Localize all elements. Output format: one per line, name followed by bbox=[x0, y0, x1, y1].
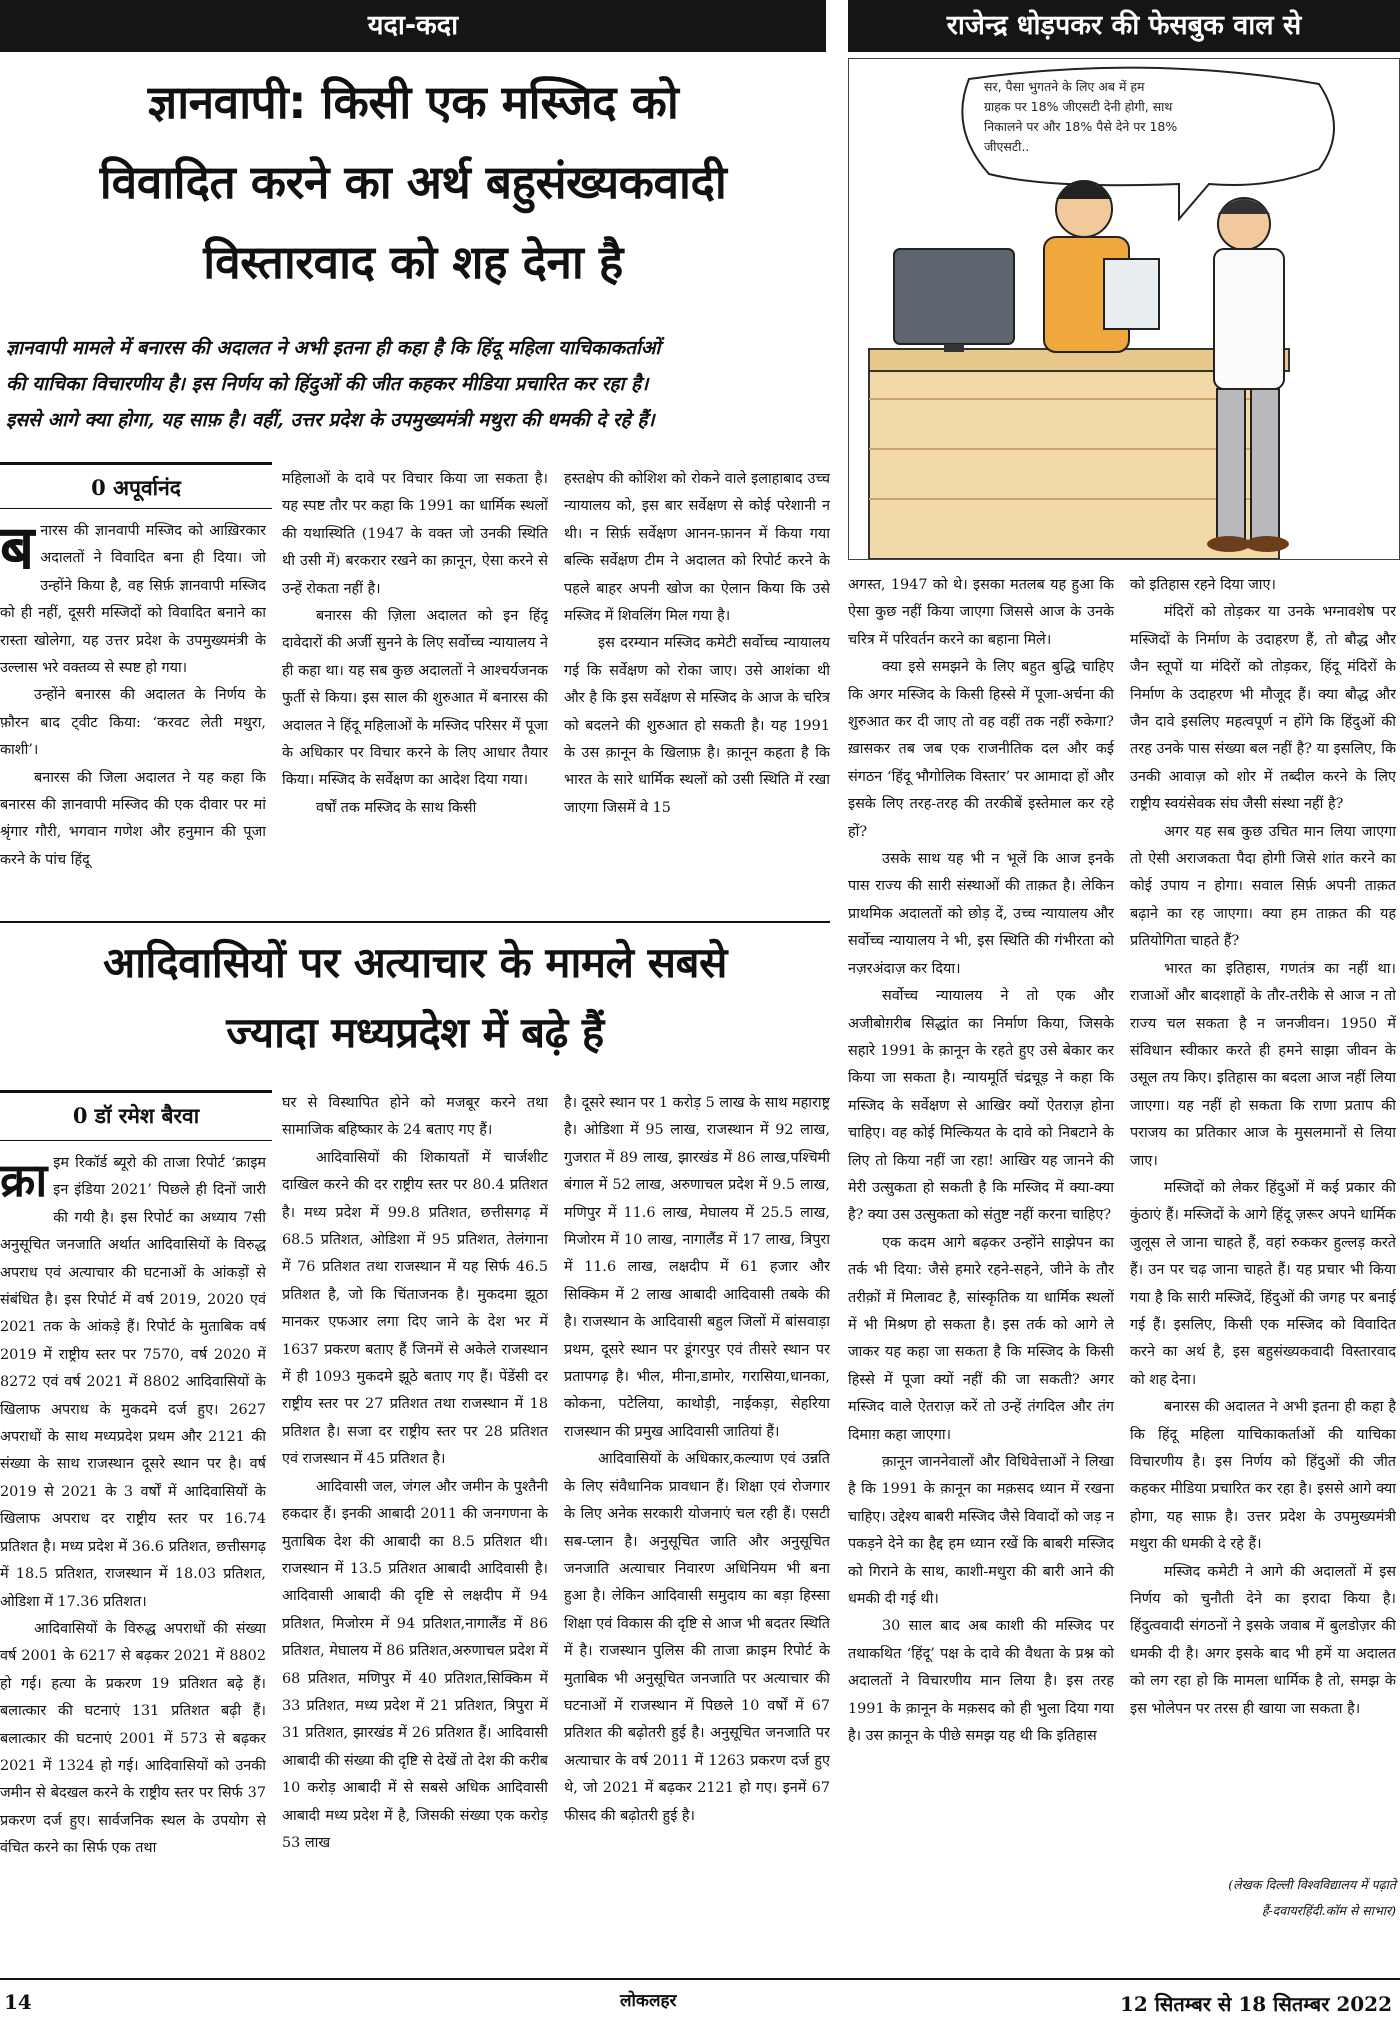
dropcap: क्रा bbox=[0, 1153, 48, 1207]
publication-name: लोकलहर bbox=[620, 1991, 677, 2011]
issue-date-range: 12 सितम्बर से 18 सितम्बर 2022 bbox=[1119, 1992, 1392, 2016]
paragraph: क़ानून जाननेवालों और विधिवेत्ताओं ने लिखा है कि 1991 के क़ानून का मक़सद ध्यान में रखना चाहिए। उद्देश्य बाबरी मस्जिद जैसे विवादों को जड़ न पकड़ने देने का हैद्द हम ध्यान रखें कि बाबरी मस्जिद को गिराने के साथ, काशी-मथुरा की बारी आने की धमकी दी गई थी। bbox=[848, 1454, 1114, 1608]
author-rule-bottom bbox=[0, 1140, 272, 1141]
paragraph: सर्वोच्च न्यायालय ने तो एक और अजीबोग़रीब सिद्धांत का निर्माण किया, जिसके सहारे 1991 के क़ानून के रहते हुए उसे बेकार कर किया जा सकता है। न्यायमूर्ति चंद्रचूड़ ने कहा कि मस्जिद के सर्वेक्षण से आखिर क्यों ऐतराज़ होना चाहिए। वह कोई मिल्कियत के दावे को निबटाने के लिए तो किया नहीं जा रहा! आखिर यह जानने की मेरी उत्सुकता हो सकती है कि मस्जिद में क्या-क्या है? क्या उस उत्सुकता को संतुष्ट नहीं करना चाहिए? bbox=[848, 988, 1114, 1224]
paragraph: उसके साथ यह भी न भूलें कि आज इनके पास राज्य की सारी संस्थाओं की ताक़त है। लेकिन प्राथमिक अदालतों को छोड़ दें, उच्च न्यायालय और सर्वोच्च न्यायालय ने भी, इस स्थिति की गंभीरता को नज़रअंदाज़ कर दिया। bbox=[848, 851, 1114, 977]
paragraph: घर से विस्थापित होने को मजबूर करने तथा सामाजिक बहिष्कार के 24 बताए गए हैं। bbox=[282, 1095, 548, 1139]
paragraph: हस्तक्षेप की कोशिश को रोकने वाले इलाहाबाद उच्च न्यायालय को, इस बार सर्वेक्षण से कोई परेशानी न थी। न सिर्फ़ सर्वेक्षण आनन-फ़ानन में किया गया बल्कि सर्वेक्षण टीम ने अदालत को रिपोर्ट करने के पहले बाहर अपनी खोज का ऐलान किया कि उसे मस्जिद में शिवलिंग मिल गया है। bbox=[564, 471, 830, 625]
headline-line: ज्ञानवापी: किसी एक मस्जिद को bbox=[147, 75, 679, 129]
deck-line: की याचिका विचारणीय है। इस निर्णय को हिंदुओं की जीत कहकर मीडिया प्रचारित कर रहा है। bbox=[6, 373, 649, 395]
article1-credit bbox=[1130, 1872, 1396, 1924]
cartoon-panel bbox=[848, 58, 1400, 560]
article1-column-5 bbox=[1130, 572, 1396, 1872]
speech-line: निकालने पर और 18% पैसे देने पर 18% bbox=[984, 119, 1178, 134]
author-rule-bottom bbox=[0, 508, 272, 509]
article2-column-2 bbox=[282, 1090, 548, 1950]
paragraph: मस्जिद कमेटी ने आगे की अदालतों में इस निर्णय को चुनौती देने का इरादा किया है। हिंदुत्ववादी संगठनों ने इसके जवाब में बुलडोज़र की धमकी दी है। अगर इसके बाद भी हमें या अदालत को लग रहा हो कि मामला धार्मिक है तो, समझ के इस भोलेपन पर तरस ही खाया जा सकता है। bbox=[1130, 1563, 1396, 1717]
paragraph: को इतिहास रहने दिया जाए। bbox=[1130, 577, 1276, 593]
paragraph: इस दरम्यान मस्जिद कमेटी सर्वोच्च न्यायालय गई कि सर्वेक्षण को रोका जाए। उसे आशंका थी और है कि इस सर्वेक्षण से मस्जिद के आज के चरित्र को बदलने की शुरुआत हो सकती है। यह 1991 के उस क़ानून के खिलाफ़ है। क़ानून कहता है कि भारत के सारे धार्मिक स्थलों को उसी स्थिति में रखा जाएगा जिसमें वे 15 bbox=[564, 635, 830, 816]
article1-column-3 bbox=[564, 466, 830, 916]
headline-line: आदिवासियों पर अत्याचार के मामले सबसे bbox=[103, 938, 727, 987]
paragraph: अगर यह सब कुछ उचित मान लिया जाएगा तो ऐसी अराजकता पैदा होगी जिसे शांत करने का कोई उपाय न होगा। सवाल सिर्फ़ अपनी ताक़त बढ़ाने का रह जाएगा। क्या हम ताक़त की यह प्रतियोगिता चाहते हैं? bbox=[1130, 823, 1396, 950]
paragraph: नारस की ज्ञानवापी मस्जिद को आख़िरकार अदालतों ने विवादित बना ही दिया। जो उन्होंने किया है, वह सिर्फ़ ज्ञानवापी मस्जिद को ही नहीं, दूसरी मस्जिदों को विवादित बनाने का रास्ता खोलेगा, यह उत्तर प्रदेश के उपमुख्यमंत्री के उल्लास भरे वक्तव्य से स्पष्ट हो गया। bbox=[0, 523, 266, 677]
credit-line: (लेखक दिल्ली विश्वविद्यालय में पढ़ाते bbox=[1228, 1877, 1396, 1892]
paragraph: उन्होंने बनारस की अदालत के निर्णय के फ़ौरन बाद ट्वीट किया: ‘करवट लेती मथुरा, काशी’। bbox=[0, 687, 266, 759]
article2-headline bbox=[0, 928, 830, 1068]
deck-line: ज्ञानवापी मामले में बनारस की अदालत ने अभी इतना ही कहा है कि हिंदू महिला याचिकाकर्ताओं bbox=[6, 337, 661, 359]
paragraph: मस्जिदों को लेकर हिंदुओं में कई प्रकार की कुंठाएं हैं। मस्जिदों के आगे हिंदू ज़रूर अपने धार्मिक जुलूस ले जाना चाहते हैं, वहां रुककर हुल्लड़ करते हैं। उन पर चढ़ जाना चाहते हैं। यह प्रचार भी किया गया है कि सारी मस्जिदें, हिंदुओं की जगह पर बनाई गई हैं। इसलिए, किसी एक मस्जिद को विवादित करने का अर्थ है, इस बहुसंख्यकवादी विस्तारवाद को शह देना। bbox=[1130, 1179, 1396, 1388]
article-divider bbox=[0, 921, 830, 923]
speech-line: ग्राहक पर 18% जीएसटी देनी होगी, साथ bbox=[984, 99, 1173, 114]
paragraph: इम रिकॉर्ड ब्यूरो की ताजा रिपोर्ट ‘क्राइम इन इंडिया 2021’ पिछले ही दिनों जारी की गयी है। इस रिपोर्ट का अध्याय 7सी अनुसूचित जनजाति अर्थात आदिवासियों के विरुद्ध अपराध एवं अत्याचार की घटनाओं के आंकड़ों से संबंधित है। इस रिपोर्ट में वर्ष 2019, 2020 एवं 2021 तक के आंकड़े हैं। रिपोर्ट के मुताबिक वर्ष 2019 में राष्ट्रीय स्तर पर 7570, वर्ष 2020 में 8272 एवं वर्ष 2021 में 8802 आदिवासियों के खिलाफ अपराध के मुकदमे दर्ज हुए। 2627 अपराधों के साथ मध्यप्रदेश प्रथम और 2121 की संख्या के साथ राजस्थान दूसरे स्थान पर है। वर्ष 2019 से 2021 के 3 वर्षों में आदिवासियों के खिलाफ अपराध दर राष्ट्रीय स्तर पर 16.74 प्रतिशत है। मध्य प्रदेश में 36.6 प्रतिशत, छत्तीसगढ़ में 18.5 प्रतिशत, राजस्थान में 18.03 प्रतिशत, ओडिशा में 17.36 प्रतिशत। bbox=[0, 1155, 266, 1610]
speech-line: सर, पैसा भुगतने के लिए अब में हम bbox=[984, 79, 1145, 94]
paragraph: 30 साल बाद अब काशी की मस्जिद पर तथाकथित ‘हिंदू’ पक्ष के दावे की वैधता के प्रश्न को अदालतों ने विचारणीय मान लिया है। इस तरह 1991 के क़ानून के मक़सद को ही भुला दिया गया है। उस क़ानून के पीछे समझ यह थी कि इतिहास bbox=[848, 1618, 1114, 1745]
article2-column-3 bbox=[564, 1090, 830, 1950]
paragraph: क्या इसे समझने के लिए बहुत बुद्धि चाहिए कि अगर मस्जिद के किसी हिस्से में पूजा-अर्चना की शुरुआत कर दी जाए तो वह वहीं तक नहीं रुकेगा? ख़ासकर तब जब एक राजनीतिक दल और कई संगठन ‘हिंदू भौगोलिक विस्तार’ पर आमादा हों और इसके लिए तरह-तरह की तरकीबें इस्तेमाल कर रहे हों? bbox=[848, 659, 1114, 840]
paragraph: एक कदम आगे बढ़कर उन्होंने साझेपन का तर्क भी दिया: जैसे हमारे रहने-सहने, जीने के तौर तरीक़ों में मिलावट है, सांस्कृतिक या धार्मिक स्थलों में भी मिश्रण हो सकता है। इस तर्क को आगे ले जाकर यह कहा जा सकता है कि मस्जिद के किसी हिस्से में पूजा क्यों नहीं की जा सकती? अगर मस्जिद वाले ऐतराज़ करें तो उन्हें तंगदिल और तंग दिमाग़ कहा जाएगा। bbox=[848, 1234, 1114, 1443]
article2-author: 0 डॉ रमेश बैरवा bbox=[72, 1103, 200, 1128]
paragraph: भारत का इतिहास, गणतंत्र का नहीं था। राजाओं और बादशाहों के तौर-तरीके से आज न तो राज्य चल सकता है न जनजीवन। 1950 में संविधान स्वीकार करते ही हमने साझा जीवन के उसूल तय किए। इतिहास का बदला आज नहीं लिया जाएगा। यह नहीं हो सकता कि राणा प्रताप की पराजय का प्रतिकार आज के मुसलमानों से लिया जाए। bbox=[1130, 960, 1396, 1169]
speech-line: जीएसटी.. bbox=[984, 139, 1030, 154]
paragraph: वर्षों तक मस्जिद के साथ किसी bbox=[316, 799, 477, 816]
paragraph: मंदिरों को तोड़कर या उनके भग्नावशेष पर मस्जिदों के निर्माण के उदाहरण हैं, तो बौद्ध और जैन स्तूपों या मंदिरों को तोड़कर, हिंदू मंदिरों के निर्माण के उदाहरण भी मौजूद हैं। क्या बौद्ध और जैन दावे इसलिए महत्वपूर्ण न होंगे कि हिंदुओं की तरह उनके पास संख्या बल नहीं है? या इसलिए, कि उनकी आवाज़ को शोर में तब्दील करने के लिए राष्ट्रीय स्वयंसेवक संघ जैसी संस्था नहीं है? bbox=[1130, 604, 1396, 813]
page-number: 14 bbox=[4, 1990, 32, 2014]
paragraph: बनारस की जिला अदालत ने यह कहा कि बनारस की ज्ञानवापी मस्जिद की एक दीवार पर मां श्रृंगार गौरी, भगवान गणेश और हनुमान की पूजा करने के पांच हिंदू bbox=[0, 769, 266, 868]
cartoon-speech bbox=[984, 77, 1314, 157]
paragraph: बनारस की अदालत ने अभी इतना ही कहा है कि हिंदू महिला याचिकाकर्ताओं की याचिका विचारणीय है। इस निर्णय को हिंदुओं की जीत कहकर मीडिया प्रचारित कर रहा है। इससे आगे क्या होगा, यह साफ़ है। उत्तर प्रदेश के उपमुख्यमंत्री मथुरा की धमकी दे रहे हैं। bbox=[1130, 1399, 1396, 1553]
paragraph: आदिवासियों की शिकायतों में चार्जशीट दाखिल करने की दर राष्ट्रीय स्तर पर 80.4 प्रतिशत है। मध्य प्रदेश में 99.8 प्रतिशत, छत्तीसगढ़ में 68.5 प्रतिशत, ओडिशा में 95 प्रतिशत, तेलंगाना में 76 प्रतिशत तथा राजस्थान में यह सिर्फ 46.5 प्रतिशत है, जो कि चिंताजनक है। मुकदमा झूठा मानकर एफआर लगा दिए जाने के देश भर में 1637 प्रकरण बताए हैं जिनमें से अकेले राजस्थान में ही 1093 मुकदमे झूठे बताए गए हैं। पेंडेंसी दर राष्ट्रीय स्तर पर 27 प्रतिशत तथा राजस्थान में 18 प्रतिशत है। सजा दर राष्ट्रीय स्तर पर 28 प्रतिशत एवं राजस्थान में 45 प्रतिशत है। bbox=[282, 1149, 548, 1468]
dropcap: ब bbox=[0, 518, 35, 583]
article1-column-4 bbox=[848, 572, 1114, 1912]
paragraph: आदिवासियों के विरुद्ध अपराधों की संख्या वर्ष 2001 के 6217 से बढ़कर 2021 में 8802 हो गई। हत्या के प्रकरण 19 प्रतिशत बढ़े हैं। बलात्कार की घटनाएं 131 प्रतिशत बढ़ी हैं। बलात्कार की घटनाएं 2001 में 573 से बढ़कर 2021 में 1324 हो गई। आदिवासियों को उनकी जमीन से बेदखल करने के राष्ट्रीय स्तर पर सिर्फ 37 प्रकरण दर्ज हुए। सार्वजनिक स्थल के उपयोग से वंचित करने का सिर्फ एक तथा bbox=[0, 1620, 266, 1857]
article1-author: 0 अपूर्वानंद bbox=[91, 475, 181, 500]
headline-line: विवादित करने का अर्थ बहुसंख्यकवादी bbox=[99, 155, 727, 209]
article1-deck bbox=[6, 330, 830, 438]
paragraph: अगस्त, 1947 को थे। इसका मतलब यह हुआ कि ऐसा कुछ नहीं किया जाएगा जिससे आज के उनके चरित्र में परिवर्तन करने का बहाना मिले। bbox=[848, 577, 1114, 648]
article1-headline bbox=[0, 62, 826, 302]
paragraph: बनारस की ज़िला अदालत को इन हिंदू दावेदारों की अर्जी सुनने के लिए सर्वोच्च न्यायालय ने ही कहा था। यह सब कुछ अदालतों ने आश्चर्यजनक फुर्ती से किया। इस साल की शुरुआत में बनारस की अदालत ने हिंदू महिलाओं के मस्जिद परिसर में पूजा के अधिकार पर विचार करने के लिए आधार तैयार किया। मस्जिद के सर्वेक्षण का आदेश दिया गया। bbox=[282, 608, 548, 789]
credit-line: हैं-दवायरहिंदी.कॉम से साभार) bbox=[1261, 1903, 1396, 1918]
paragraph: है। दूसरे स्थान पर 1 करोड़ 5 लाख के साथ महाराष्ट्र है। ओडिशा में 95 लाख, राजस्थान में 92 लाख, गुजरात में 89 लाख, झारखंड में 86 लाख,पश्चिमी बंगाल में 52 लाख, अरुणाचल प्रदेश में 9.5 लाख, मणिपुर में 11.6 लाख, मेघालय में 25.5 लाख, मिजोरम में 10 लाख, नागालैंड में 17 लाख, त्रिपुरा में 11.6 लाख, लक्षदीप में 61 हजार और सिक्किम में 2 लाख आबादी आदिवासी तबके की है। राजस्थान के आदिवासी बहुल जिलों में बांसवाड़ा प्रथम, दूसरे स्थान पर डूंगरपुर एवं तीसरे स्थान पर प्रतापगढ़ है। भील, मीना,डामोर, गरासिया,धानका, कोकना, पटेलिया, काथोड़ी, नाईकड़ा, सेहरिया राजस्थान की प्रमुख आदिवासी जातियां हैं। bbox=[564, 1095, 830, 1440]
deck-line: इससे आगे क्या होगा, यह साफ़ है। वहीं, उत्तर प्रदेश के उपमुख्यमंत्री मथुरा की धमकी दे रहे हैं। bbox=[6, 409, 655, 431]
article1-column-2 bbox=[282, 466, 548, 916]
article1-column-1 bbox=[0, 518, 266, 916]
paragraph: महिलाओं के दावे पर विचार किया जा सकता है। यह स्पष्ट तौर पर कहा कि 1991 का धार्मिक स्थलों की यथास्थिति (1947 के वक्त जो उनकी स्थिति थी उसी में) बरकरार रखने का क़ानून, ऐसा करने से उन्हें रोकता नहीं है। bbox=[282, 471, 548, 597]
footer-rule bbox=[0, 1978, 1400, 1980]
headline-line: विस्तारवाद को शह देना है bbox=[203, 235, 623, 289]
article2-column-1 bbox=[0, 1150, 266, 1950]
author-rule-top bbox=[0, 462, 272, 465]
paragraph: आदिवासी जल, जंगल और जमीन के पुश्तैनी हकदार हैं। इनकी आबादी 2011 की जनगणना के मुताबिक देश की आबादी का 8.5 प्रतिशत थी। राजस्थान में 13.5 प्रतिशत आबादी आदिवासी है। आदिवासी आबादी की दृष्टि से लक्षदीप में 94 प्रतिशत, मिजोरम में 94 प्रतिशत,नागालैंड में 86 प्रतिशत, मेघालय में 86 प्रतिशत,अरुणाचल प्रदेश में 68 प्रतिशत, मणिपुर में 40 प्रतिशत,सिक्किम में 33 प्रतिशत, मध्य प्रदेश में 21 प्रतिशत, त्रिपुरा में 31 प्रतिशत, झारखंड में 26 प्रतिशत हैं। आदिवासी आबादी की संख्या की दृष्टि से देखें तो देश की करीब 10 करोड़ आबादी में से सबसे अधिक आदिवासी आबादी मध्य प्रदेश में है, जिसकी संख्या एक करोड़ 53 लाख bbox=[282, 1478, 548, 1851]
paragraph: आदिवासियों के अधिकार,कल्याण एवं उन्नति के लिए संवैधानिक प्रावधान हैं। शिक्षा एवं रोजगार के लिए अनेक सरकारी योजनाएं चल रही हैं। एसटी सब-प्लान है। अनुसूचित जाति और अनुसूचित जनजाति अत्याचार निवारण अधिनियम भी बना हुआ है। लेकिन आदिवासी समुदाय का बड़ा हिस्सा शिक्षा एवं विकास की दृष्टि से आज भी बदतर स्थिति में है। राजस्थान पुलिस की ताजा क्राइम रिपोर्ट के मुताबिक भी अनुसूचित जनजाति पर अत्याचार की घटनाओं में राजस्थान में पिछले 10 वर्षों में 67 प्रतिशत की बढ़ोतरी हुई है। अनुसूचित जनजाति पर अत्याचार के वर्ष 2011 में 1263 प्रकरण दर्ज हुए थे, जो 2021 में बढ़कर 2121 हो गए। इनमें 67 फीसद की बढ़ोतरी हुई है। bbox=[564, 1451, 830, 1824]
headline-line: ज्यादा मध्यप्रदेश में बढ़े हैं bbox=[226, 1008, 604, 1057]
section-header-cartoon: राजेन्द्र धोड़पकर की फेसबुक वाल से bbox=[848, 0, 1400, 52]
author-rule-top bbox=[0, 1090, 272, 1093]
section-header-yada-kada: यदा-कदा bbox=[0, 0, 826, 52]
